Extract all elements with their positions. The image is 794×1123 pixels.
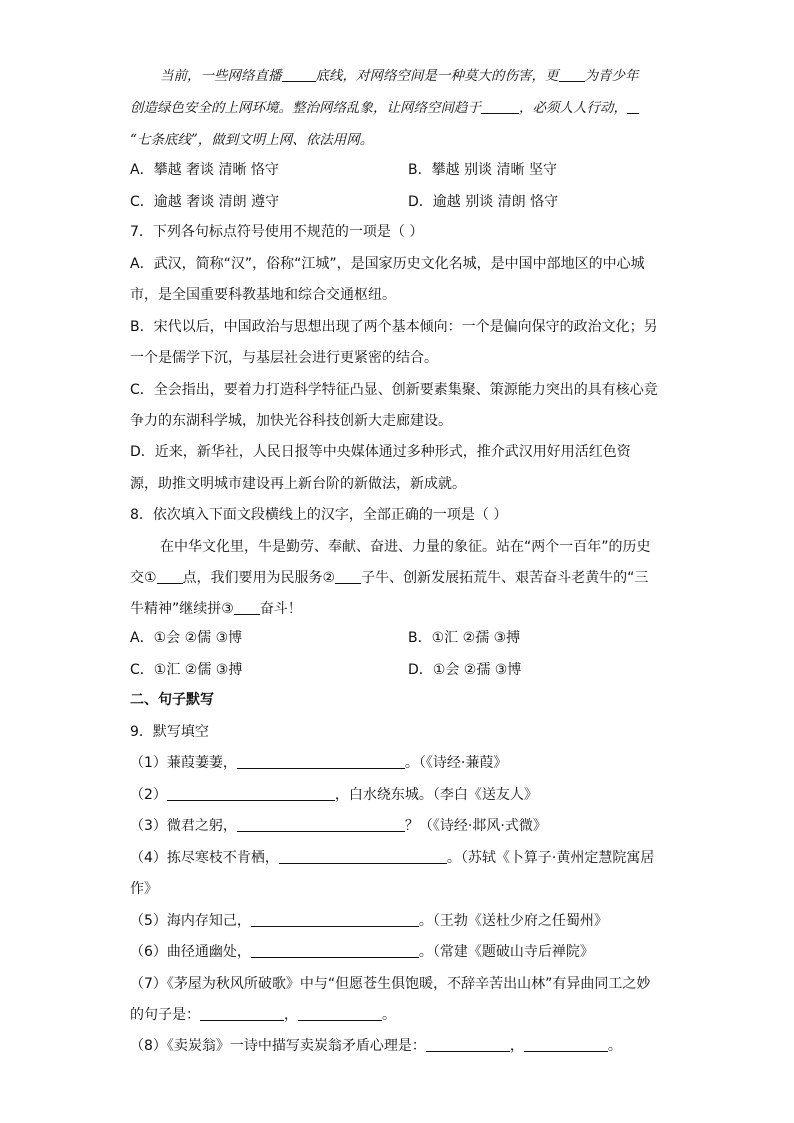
recitation-item-3 <box>130 816 547 836</box>
q9-stem: 9．默写填空 <box>130 724 209 740</box>
q6-option-c[interactable]: C．逾越 奢谈 清朗 遵守 <box>130 194 280 210</box>
item-text: 。 <box>607 1038 622 1054</box>
item-text: （6）曲径通幽处， <box>130 944 251 960</box>
passage-line-1 <box>160 66 639 86</box>
q8-passage-line-3 <box>130 599 302 619</box>
passage-text: “七条底线”，做到文明上网、依法用网。 <box>130 132 374 148</box>
answer-blank[interactable] <box>167 785 335 801</box>
answer-blank[interactable] <box>200 1005 284 1021</box>
q7-option-a[interactable]: A．武汉，简称“汉”，俗称“江城”，是国家历史文化名城，是中国中部地区的中心城 <box>130 256 645 272</box>
passage-text: ，必须人人行动， <box>519 100 627 116</box>
q8-passage-line-2 <box>130 568 648 588</box>
q8-stem: 8．依次填入下面文段横线上的汉字，全部正确的一项是（ ） <box>130 507 508 523</box>
q8-text: 牛精神”继续拼③ <box>130 601 234 617</box>
passage-text: 当前，一些网络直播 <box>160 68 282 84</box>
q7-option-c[interactable]: C．全会指出，要着力打造科学特征凸显、创新要素集聚、策源能力突出的具有核心竞 <box>130 382 658 398</box>
recitation-item-2 <box>130 785 538 805</box>
recitation-item-4-cont: 作》 <box>130 881 158 897</box>
q8-text: 交① <box>130 570 157 586</box>
answer-blank[interactable] <box>524 1036 608 1052</box>
answer-blank[interactable] <box>237 753 405 769</box>
item-text: 的句子是： <box>130 1007 200 1023</box>
q8-option-d[interactable]: D．①会 ②孺 ③博 <box>408 662 522 678</box>
q8-option-b[interactable]: B．①汇 ②孺 ③搏 <box>408 630 521 646</box>
section-title: 二、句子默写 <box>130 692 214 708</box>
item-text: （4）拣尽寒枝不肯栖， <box>130 850 279 866</box>
item-text: ， <box>284 1007 298 1023</box>
item-text: （1）蒹葭萋萋， <box>130 755 237 771</box>
recitation-item-7-cont <box>130 1005 396 1025</box>
recitation-item-8 <box>130 1036 622 1056</box>
answer-blank[interactable] <box>426 1036 510 1052</box>
item-text: 。（王勃《送杜少府之任蜀州》 <box>418 913 608 929</box>
q7-option-b-cont: 一个是儒学下沉，与基层社会进行更紧密的结合。 <box>130 350 438 366</box>
answer-blank[interactable] <box>237 816 405 832</box>
item-text: 。（常建《题破山寺后禅院》 <box>418 944 594 960</box>
q6-option-a[interactable]: A．攀越 奢谈 清晰 恪守 <box>130 162 279 178</box>
item-text: （2） <box>130 787 167 803</box>
item-text: （3）微君之躬， <box>130 818 237 834</box>
recitation-item-1 <box>130 753 507 773</box>
q8-text: 子牛、创新发展拓荒牛、艰苦奋斗老黄牛的“三 <box>361 570 649 586</box>
answer-blank[interactable] <box>282 66 316 82</box>
q8-passage-line-1: 在中华文化里，牛是勤劳、奉献、奋进、力量的象征。站在“两个一百年”的历史 <box>160 539 651 555</box>
q8-option-a[interactable]: A．①会 ②儒 ③博 <box>130 630 243 646</box>
recitation-item-7: （7）《茅屋为秋风所破歌》中与“但愿苍生俱饱暖，不辞辛苦出山林”有异曲同工之妙 <box>130 976 651 992</box>
answer-blank[interactable] <box>481 98 519 114</box>
passage-text: 底线，对网络空间是一种莫大的伤害，更 <box>315 68 559 84</box>
item-text: 。（《诗经·蒹葭》 <box>404 755 508 771</box>
q7-option-d-cont: 源，助推文明城市建设再上新台阶的新做法，新成就。 <box>130 476 466 492</box>
answer-blank[interactable] <box>627 98 639 114</box>
q7-option-d[interactable]: D．近来，新华社，人民日报等中央媒体通过多种形式，推介武汉用好用活红色资 <box>130 444 631 460</box>
item-text: ，白水绕东城。（李白《送友人》 <box>334 787 538 803</box>
answer-blank[interactable] <box>279 848 447 864</box>
passage-line-3 <box>130 130 373 150</box>
item-text: （8）《卖炭翁》一诗中描写卖炭翁矛盾心理是： <box>130 1038 426 1054</box>
passage-text: 为青少年 <box>584 68 639 84</box>
answer-blank[interactable] <box>157 568 183 584</box>
recitation-item-4 <box>130 848 654 868</box>
item-text: ， <box>509 1038 524 1054</box>
q8-text: 点，我们要用为民服务② <box>182 570 336 586</box>
passage-line-2 <box>130 98 639 118</box>
q8-text: 奋斗！ <box>259 601 302 617</box>
answer-blank[interactable] <box>251 911 419 927</box>
item-text: ？（《诗经·邶风·式微》 <box>404 818 547 834</box>
item-text: 。 <box>382 1007 396 1023</box>
passage-text: 创造绿色安全的上网环境。整治网络乱象，让网络空间趋于 <box>130 100 481 116</box>
q7-option-b[interactable]: B．宋代以后，中国政治与思想出现了两个基本倾向：一个是偏向保守的政治文化；另 <box>130 319 658 335</box>
item-text: （5）海内存知己， <box>130 913 251 929</box>
q7-option-a-cont: 市，是全国重要科教基地和综合交通枢纽。 <box>130 287 396 303</box>
q8-option-c[interactable]: C．①汇 ②儒 ③搏 <box>130 662 243 678</box>
item-text: 。（苏轼《卜算子·黄州定慧院寓居 <box>446 850 655 866</box>
answer-blank[interactable] <box>234 599 260 615</box>
q6-option-d[interactable]: D．逾越 别谈 清朗 恪守 <box>408 194 559 210</box>
answer-blank[interactable] <box>559 66 585 82</box>
q6-option-b[interactable]: B．攀越 别谈 清晰 坚守 <box>408 162 557 178</box>
answer-blank[interactable] <box>251 942 419 958</box>
recitation-item-6 <box>130 942 594 962</box>
q7-stem: 7．下列各句标点符号使用不规范的一项是（ ） <box>130 224 424 240</box>
recitation-item-5 <box>130 911 608 931</box>
q7-option-c-cont: 争力的东湖科学城，加快光谷科技创新大走廊建设。 <box>130 413 452 429</box>
answer-blank[interactable] <box>335 568 361 584</box>
answer-blank[interactable] <box>298 1005 382 1021</box>
